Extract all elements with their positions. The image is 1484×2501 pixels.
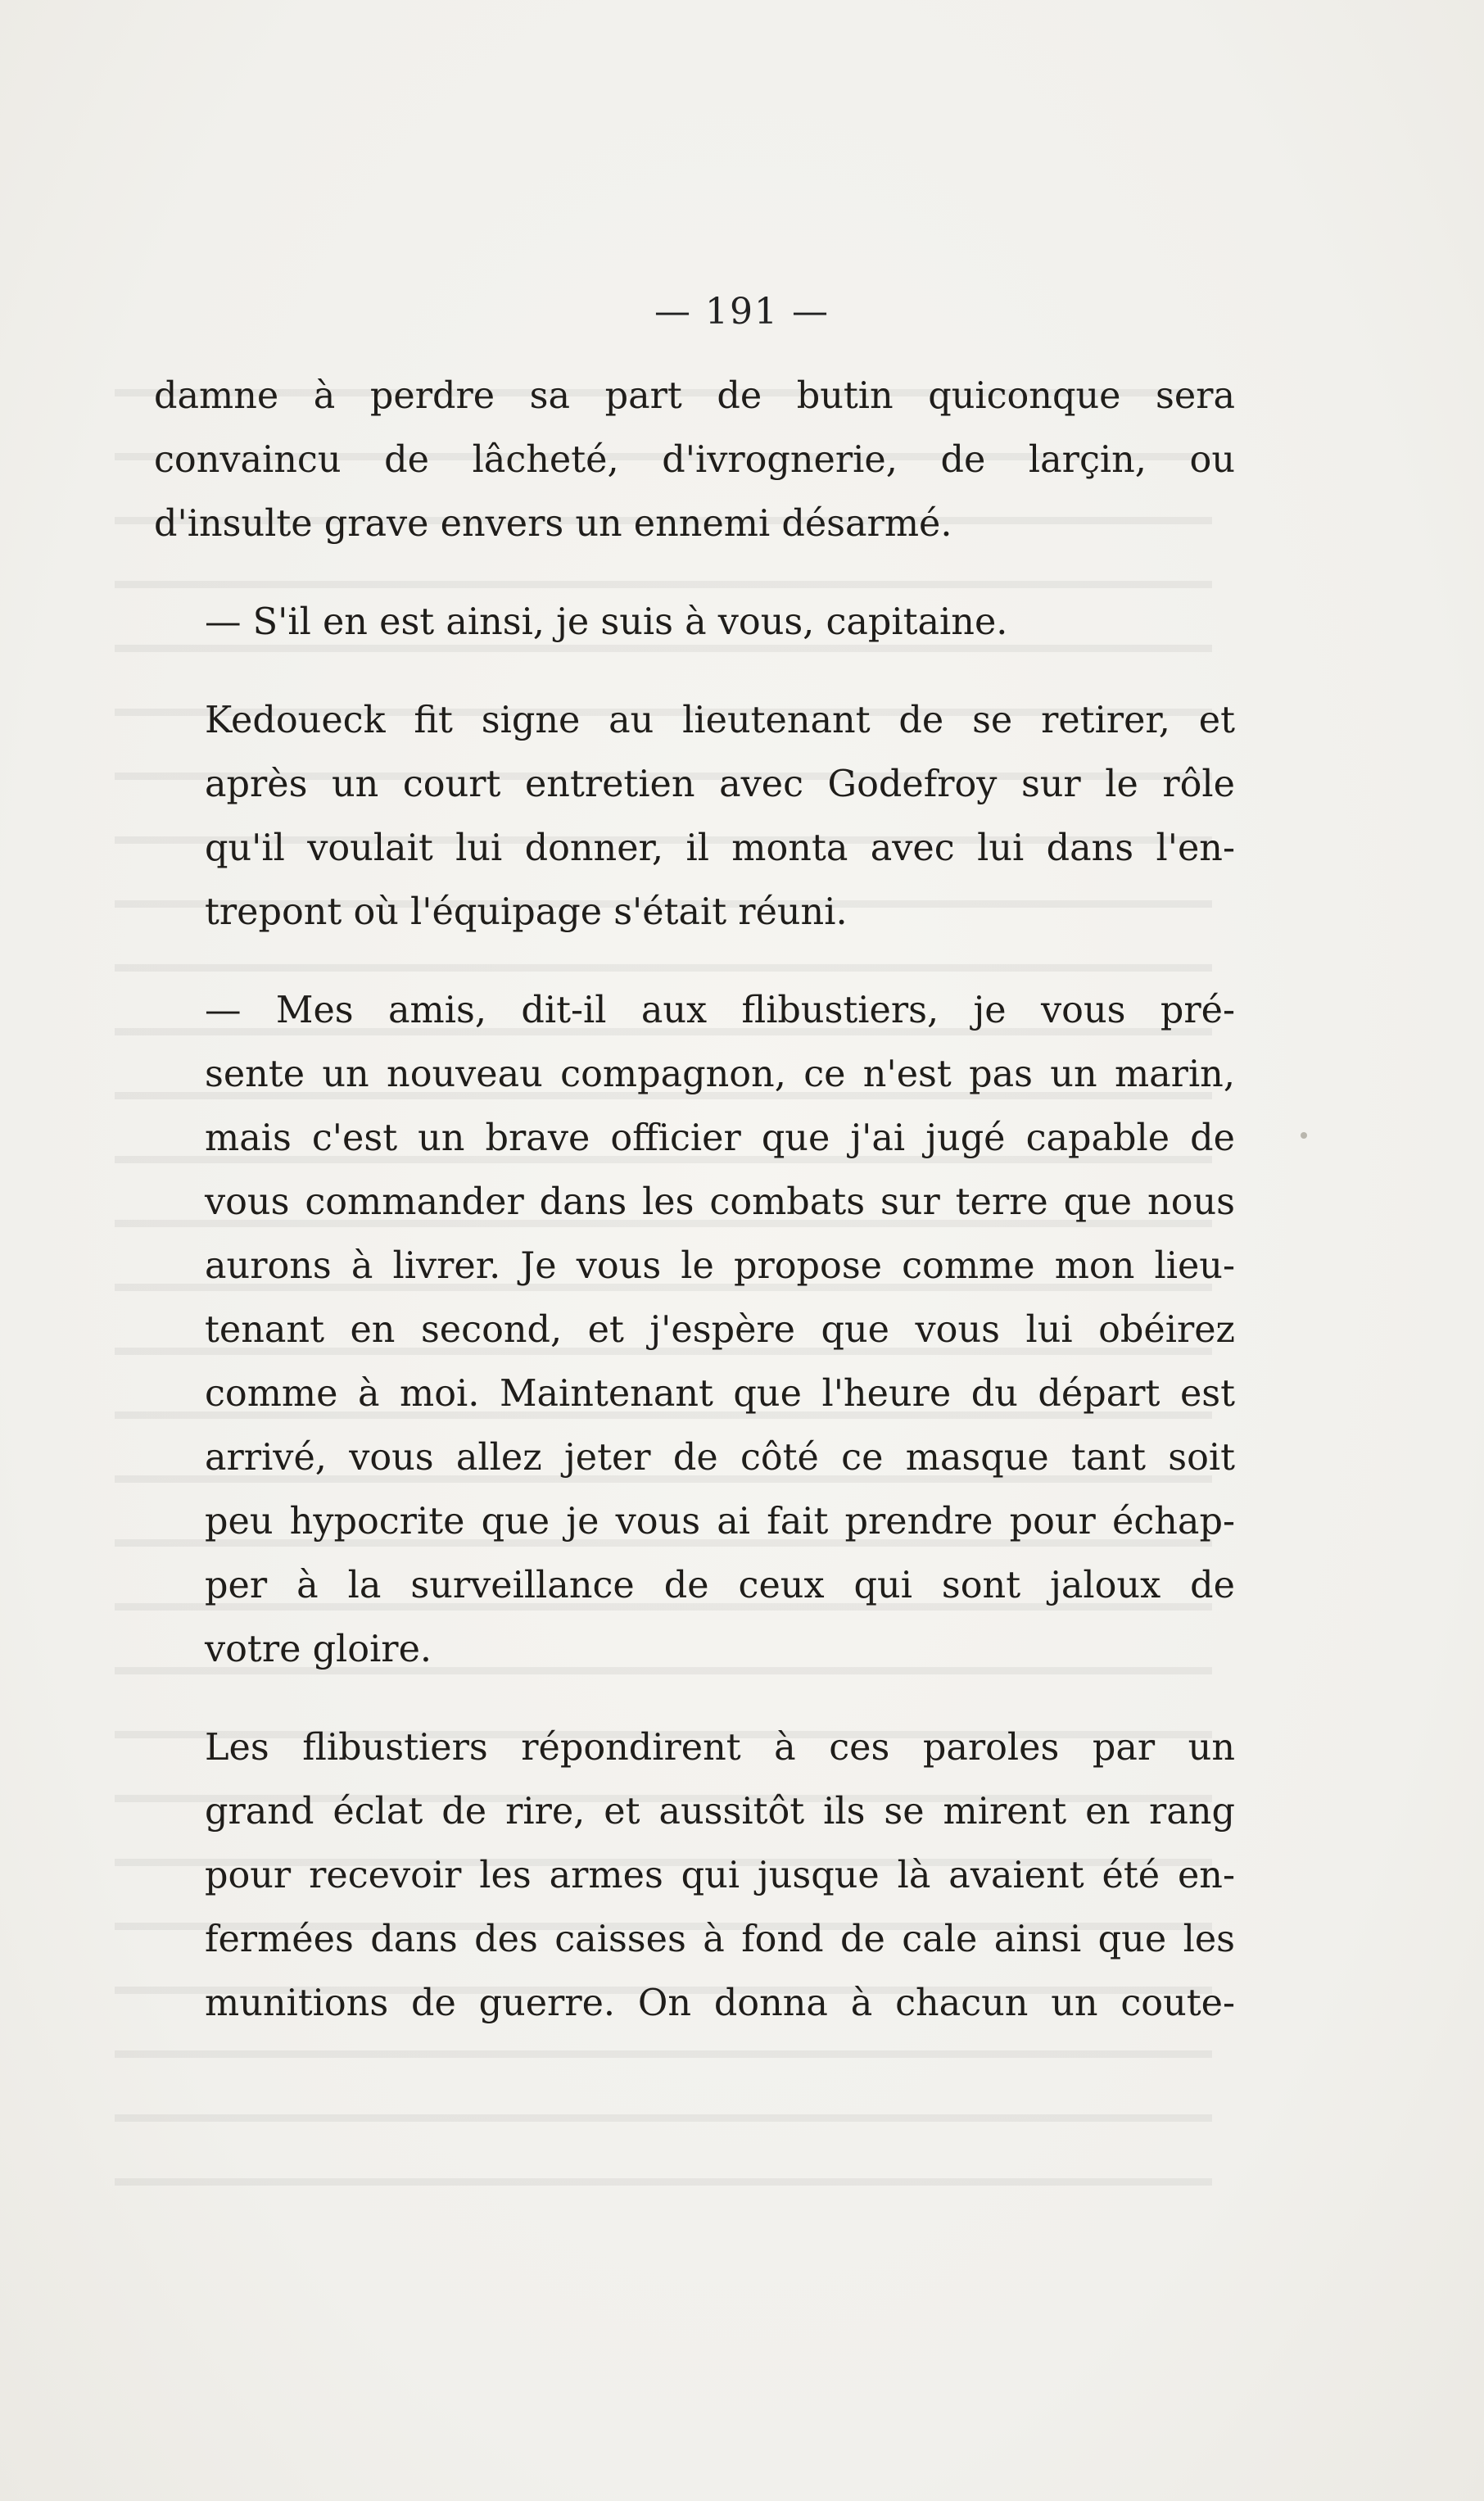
paragraph-3	[154, 689, 1235, 945]
text-line: votre gloire.	[205, 1629, 432, 1670]
text-line: arrivé, vous allez jeter de côté ce masque tant soit	[205, 1437, 1235, 1479]
paragraph-2	[154, 591, 1235, 655]
text-line: fermées dans des caisses à fond de cale ainsi que les	[205, 1919, 1235, 1960]
text-line: Les flibustiers répondirent à ces paroles par un	[205, 1727, 1235, 1769]
text-line: tenant en second, et j'espère que vous lui obéirez	[205, 1309, 1235, 1351]
text-line: vous commander dans les combats sur terre que nous	[205, 1181, 1235, 1223]
text-line: peu hypocrite que je vous ai fait prendre pour échap-	[205, 1501, 1235, 1543]
text-line: — S'il en est ainsi, je suis à vous, capitaine.	[205, 601, 1008, 643]
text-line: trepont où l'équipage s'était réuni.	[205, 891, 848, 933]
text-line: convaincu de lâcheté, d'ivrognerie, de larçin, ou	[154, 439, 1235, 481]
paragraph-4	[154, 979, 1235, 1682]
text-line: mais c'est un brave officier que j'ai jugé capable de	[205, 1117, 1235, 1159]
text-line: aurons à livrer. Je vous le propose comme mon lieu-	[205, 1245, 1235, 1287]
paragraph-5	[154, 1716, 1235, 2036]
text-line: pour recevoir les armes qui jusque là avaient été en-	[205, 1855, 1235, 1896]
scan-speck	[1301, 1132, 1307, 1139]
text-line: damne à perdre sa part de butin quiconque sera	[154, 375, 1235, 417]
paragraph-1	[154, 365, 1235, 556]
text-line: comme à moi. Maintenant que l'heure du départ est	[205, 1373, 1235, 1415]
text-line: qu'il voulait lui donner, il monta avec lui dans l'en-	[205, 827, 1235, 869]
text-line: après un court entretien avec Godefroy sur le rôle	[205, 763, 1235, 805]
text-line: d'insulte grave envers un ennemi désarmé.	[154, 503, 952, 545]
text-line: Kedoueck fit signe au lieutenant de se retirer, et	[205, 700, 1235, 741]
text-line: per à la surveillance de ceux qui sont jaloux de	[205, 1565, 1235, 1606]
page-number: — 191 —	[654, 291, 830, 333]
text-line: grand éclat de rire, et aussitôt ils se mirent en rang	[205, 1791, 1235, 1833]
body-text	[154, 365, 1235, 2036]
text-line: munitions de guerre. On donna à chacun un coute-	[205, 1982, 1235, 2024]
text-line: — Mes amis, dit-il aux flibustiers, je vous pré-	[205, 990, 1235, 1031]
text-line: sente un nouveau compagnon, ce n'est pas un marin,	[205, 1053, 1235, 1095]
